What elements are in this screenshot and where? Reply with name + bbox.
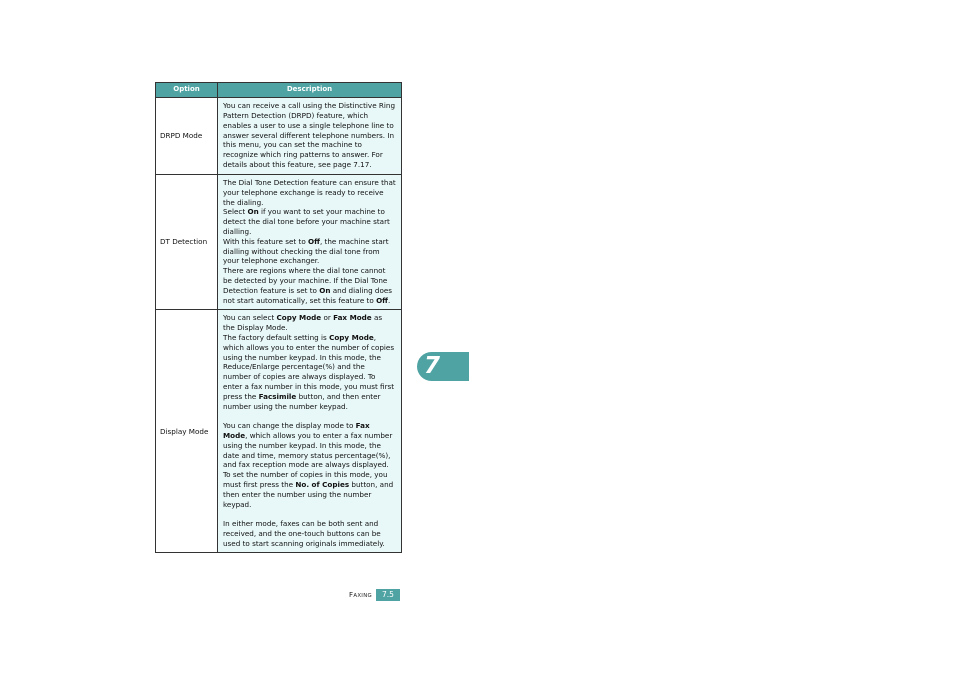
- text-run: using the number keypad. In this mode, the: [223, 352, 381, 362]
- bold-term: Copy Mode: [276, 313, 322, 323]
- description-line: [223, 431, 397, 441]
- description-line: [223, 217, 397, 227]
- description-column-header: Description: [218, 83, 402, 98]
- description-line: [223, 198, 397, 208]
- description-line: [223, 333, 397, 343]
- description-line: [223, 237, 397, 247]
- bold-term: On: [319, 285, 331, 295]
- text-run: To set the number of copies in this mode, you: [223, 470, 388, 480]
- description-line: [223, 529, 397, 539]
- text-run: and fax reception mode are always displayed.: [223, 460, 389, 470]
- text-run: number of copies are always displayed. To: [223, 372, 376, 382]
- text-run: number using the number keypad.: [223, 401, 348, 411]
- text-run: You can select: [223, 313, 277, 323]
- description-paragraph: [223, 207, 397, 236]
- description-line: [223, 323, 397, 333]
- table-row: [156, 98, 402, 175]
- description-line: [223, 353, 397, 363]
- bold-term: Fax Mode: [333, 313, 372, 323]
- description-line: [223, 343, 397, 353]
- text-run: With this feature set to: [223, 236, 309, 246]
- text-run: be detected by your machine. If the Dial Tone: [223, 275, 388, 285]
- description-line: [223, 460, 397, 470]
- text-run: Select: [223, 207, 248, 217]
- text-run: ,: [373, 332, 377, 342]
- text-run: not start automatically, set this feature to: [223, 295, 377, 305]
- text-run: which allows you to enter the number of copies: [223, 342, 395, 352]
- option-column-header: Option: [156, 83, 218, 98]
- chapter-number: 7: [424, 353, 441, 379]
- text-run: .: [388, 295, 391, 305]
- text-run: press the: [223, 391, 259, 401]
- bold-term: Off: [376, 295, 388, 305]
- description-line: [223, 480, 397, 490]
- text-run: used to start scanning originals immediately.: [223, 538, 385, 548]
- description-paragraph: [223, 178, 397, 207]
- description-line: [223, 362, 397, 372]
- description-line: [223, 441, 397, 451]
- text-run: button, and: [349, 479, 394, 489]
- text-run: You can change the display mode to: [223, 421, 356, 431]
- bold-term: Facsimile: [258, 391, 297, 401]
- text-run: detect the dial tone before your machine start: [223, 217, 390, 227]
- text-run: as: [371, 313, 383, 323]
- description-cell: [218, 98, 402, 175]
- text-run: your telephone exchanger.: [223, 256, 320, 266]
- description-line: [223, 451, 397, 461]
- description-cell: [218, 310, 402, 553]
- description-line: [223, 372, 397, 382]
- description-line: [223, 140, 397, 150]
- text-run: and dialing does: [330, 285, 393, 295]
- bold-term: Mode: [223, 430, 246, 440]
- text-run: You can receive a call using the Distinctive Ring: [223, 101, 396, 111]
- text-run: keypad.: [223, 499, 252, 509]
- description-line: [223, 470, 397, 480]
- description-line: [223, 121, 397, 131]
- text-run: , the machine start: [319, 236, 389, 246]
- description-paragraph: [223, 266, 397, 305]
- description-line: [223, 178, 397, 188]
- description-line: [223, 296, 397, 306]
- text-run: date and time, memory status percentage(%),: [223, 450, 391, 460]
- option-cell: Display Mode: [156, 310, 218, 553]
- description-line: [223, 247, 397, 257]
- description-line: [223, 276, 397, 286]
- bold-term: On: [247, 207, 259, 217]
- description-paragraph: [223, 470, 397, 509]
- text-run: Reduce/Enlarge percentage(%) and the: [223, 362, 365, 372]
- bold-term: Fax: [355, 421, 370, 431]
- text-run: dialling.: [223, 226, 252, 236]
- description-cell: [218, 175, 402, 310]
- options-table: [155, 82, 402, 553]
- text-run: enter a fax number in this mode, you must first: [223, 381, 395, 391]
- text-run: if you want to set your machine to: [258, 207, 385, 217]
- description-line: [223, 101, 397, 111]
- option-cell: DRPD Mode: [156, 98, 218, 175]
- text-run: answer several different telephone numbers. In: [223, 130, 395, 140]
- description-line: [223, 402, 397, 412]
- description-line: [223, 256, 397, 266]
- option-cell: DT Detection: [156, 175, 218, 310]
- table-row: [156, 175, 402, 310]
- text-run: this menu, you can set the machine to: [223, 140, 362, 150]
- text-run: must first press the: [223, 479, 296, 489]
- footer-section-rest: AXING: [353, 593, 373, 599]
- description-paragraph: [223, 237, 397, 266]
- description-line: [223, 500, 397, 510]
- table-body: [156, 98, 402, 553]
- description-line: [223, 160, 397, 170]
- table-row: [156, 310, 402, 553]
- text-run: or: [321, 313, 334, 323]
- bold-term: No. of Copies: [295, 479, 350, 489]
- description-line: [223, 188, 397, 198]
- description-line: [223, 313, 397, 323]
- description-paragraph: [223, 421, 397, 470]
- text-run: Pattern Detection (DRPD) feature, which: [223, 111, 369, 120]
- footer-section-title: [349, 591, 372, 601]
- description-line: [223, 519, 397, 529]
- description-line: [223, 207, 397, 217]
- description-line: [223, 131, 397, 141]
- description-paragraph: [223, 313, 397, 333]
- description-line: [223, 421, 397, 431]
- text-run: your telephone exchange is ready to receive: [223, 187, 384, 197]
- description-line: [223, 150, 397, 160]
- text-run: the Display Mode.: [223, 323, 288, 333]
- description-line: [223, 490, 397, 500]
- description-line: [223, 286, 397, 296]
- text-run: enables a user to use a single telephone line to: [223, 120, 394, 130]
- text-run: There are regions where the dial tone cannot: [223, 266, 386, 276]
- footer-section-initial: F: [349, 591, 354, 599]
- text-run: In either mode, faxes can be both sent and: [223, 519, 379, 529]
- description-line: [223, 382, 397, 392]
- text-run: recognize which ring patterns to answer. For: [223, 150, 383, 160]
- description-line: [223, 227, 397, 237]
- description-line: [223, 392, 397, 402]
- text-run: received, and the one-touch buttons can be: [223, 528, 381, 538]
- paragraph-gap: [223, 411, 397, 421]
- footer-page-number: 7.5: [376, 589, 400, 601]
- text-run: dialling without checking the dial tone from: [223, 246, 380, 256]
- description-line: [223, 111, 397, 121]
- table-header-row: [156, 83, 402, 98]
- text-run: , which allows you to enter a fax number: [245, 430, 393, 440]
- text-run: using the number keypad. In this mode, the: [223, 440, 381, 450]
- text-run: Detection feature is set to: [223, 285, 320, 295]
- bold-term: Off: [308, 236, 320, 246]
- description-line: [223, 539, 397, 549]
- description-paragraph: [223, 333, 397, 411]
- text-run: button, and then enter: [296, 391, 381, 401]
- description-paragraph: [223, 101, 397, 170]
- text-run: The Dial Tone Detection feature can ensure that: [223, 178, 396, 187]
- paragraph-gap: [223, 509, 397, 519]
- description-paragraph: [223, 519, 397, 548]
- bold-term: Copy Mode: [329, 332, 374, 342]
- text-run: the dialing.: [223, 197, 264, 207]
- text-run: then enter the number using the number: [223, 489, 372, 499]
- text-run: The factory default setting is: [223, 332, 330, 342]
- text-run: details about this feature, see page 7.17.: [223, 159, 372, 169]
- description-line: [223, 266, 397, 276]
